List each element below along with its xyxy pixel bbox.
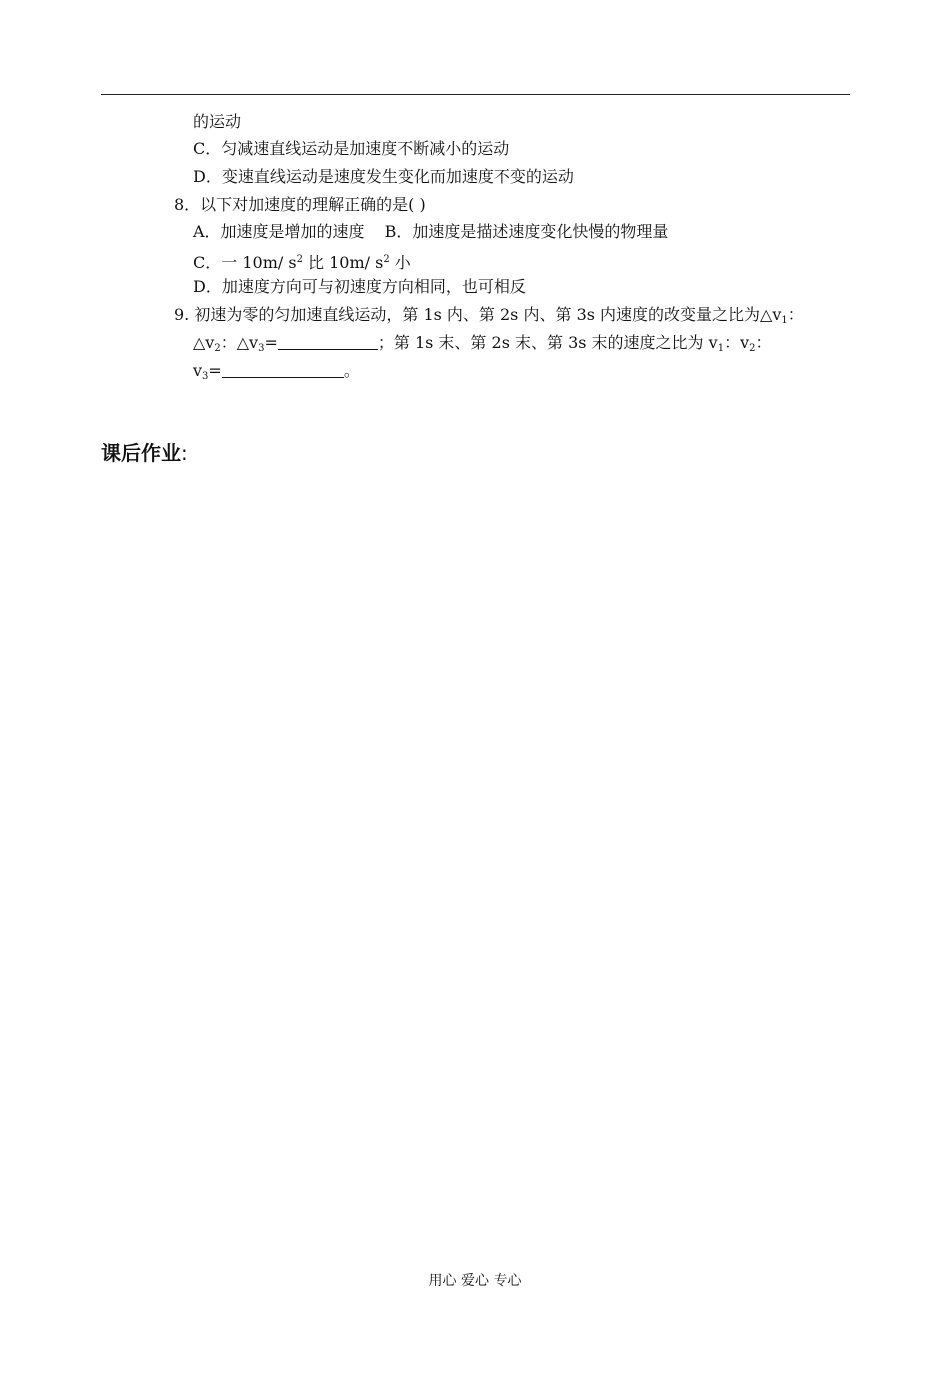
q7-continuation: 的运动 (193, 112, 242, 131)
q9-line-3: $v_3=$ 。 (193, 361, 360, 382)
q9-line-1: 9. 初速为零的匀加速直线运动，第 1s 内、第 2s 内、第 3s 内速度的改变量之比为$\triangle v_1$： (174, 305, 804, 326)
q8-options-ab (193, 222, 668, 242)
q8-stem: 8．以下对加速度的理解正确的是( ) (174, 195, 426, 214)
q8-option-a: A．加速度是增加的速度 (193, 222, 365, 241)
q7-option-c: C．匀减速直线运动是加速度不断减小的运动 (193, 139, 510, 158)
q7-option-d: D．变速直线运动是速度发生变化而加速度不变的运动 (193, 167, 574, 186)
homework-heading: 课后作业: (101, 441, 188, 465)
answer-blank-1[interactable] (278, 333, 378, 350)
page-footer: 用心 爱心 专心 (428, 1273, 522, 1289)
answer-blank-2[interactable] (222, 361, 344, 378)
q9-line-2: $\triangle v_2$：$\triangle v_3=$ ；第 1s 末、第 2s 末、第 3s 末的速度之比为 $v_1$：$v_2$： (193, 333, 772, 354)
q8-option-c: C．一 10m/ $s^2$ 比 10m/ $s^2$ 小 (193, 253, 411, 272)
q8-option-b: B．加速度是描述速度变化快慢的物理量 (384, 222, 669, 241)
q8-option-d: D．加速度方向可与初速度方向相同，也可相反 (193, 277, 526, 296)
header-rule (101, 94, 850, 95)
